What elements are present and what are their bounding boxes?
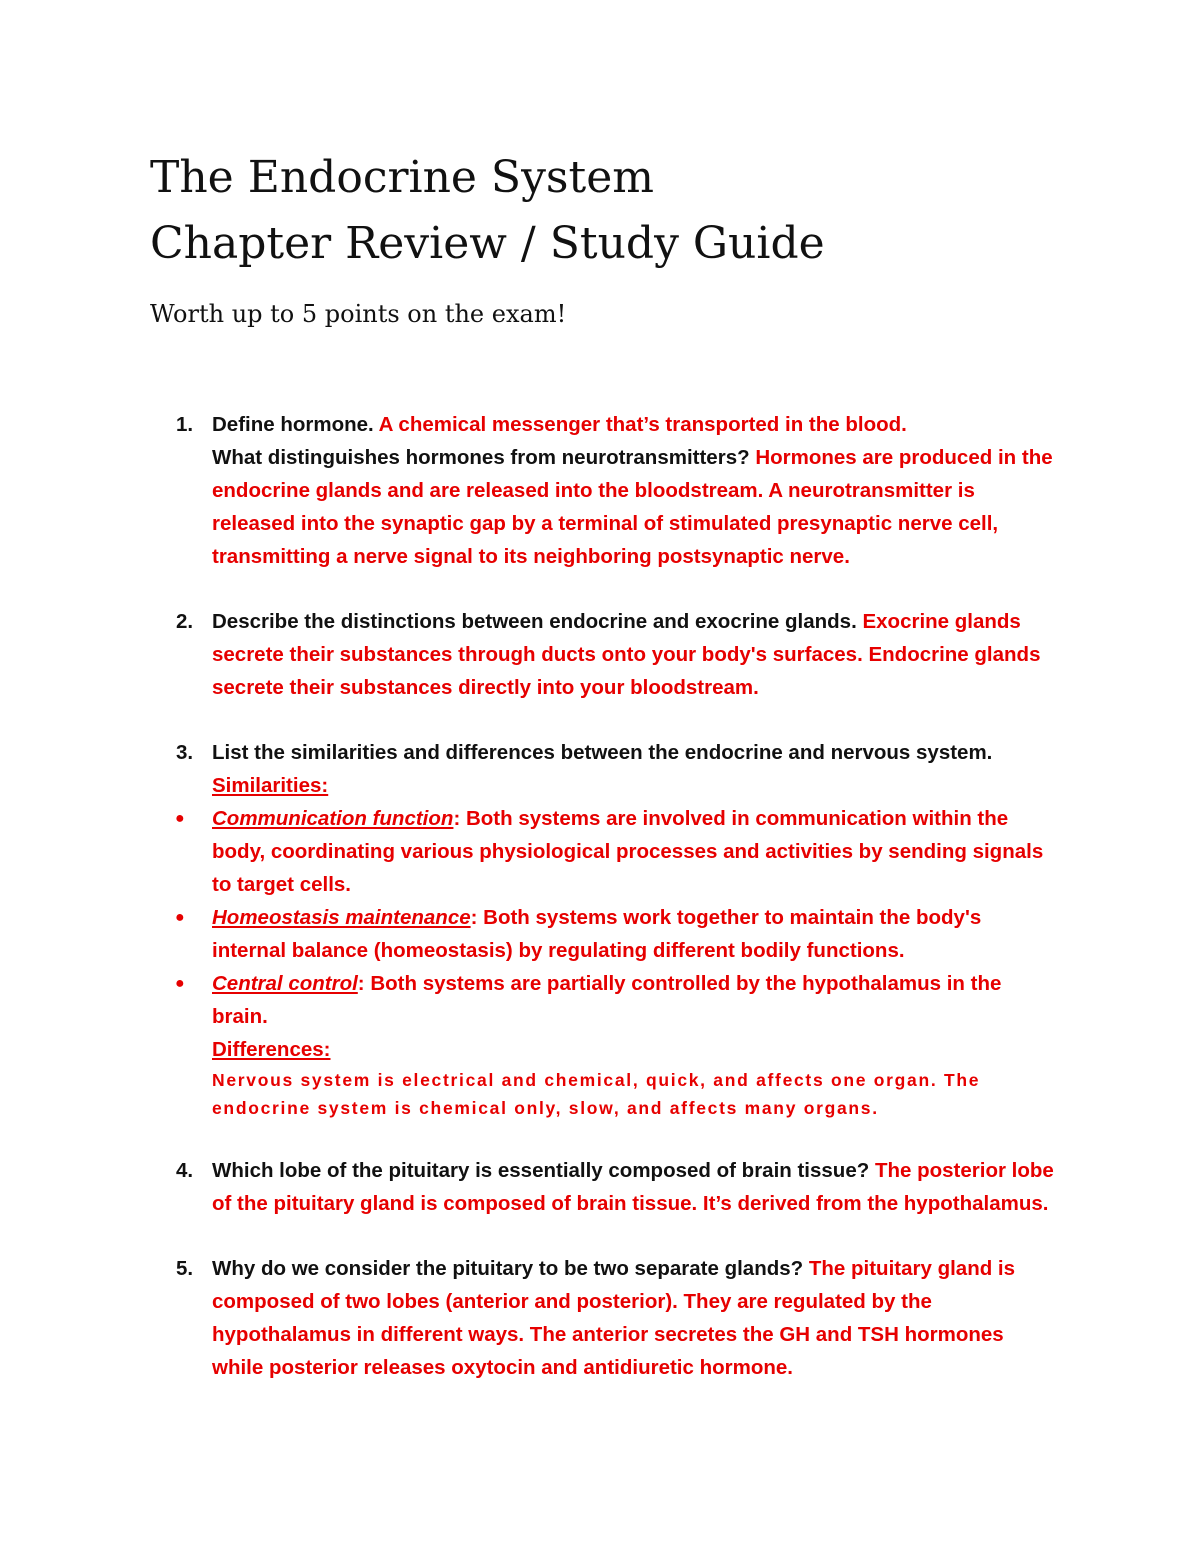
question-number: 1.: [176, 413, 194, 436]
question-number: 5.: [176, 1257, 194, 1280]
question-1: [0, 408, 1200, 573]
differences-text: Nervous system is electrical and chemical, quick, and affects one organ. The endocrine system is chemical only, slow, and affects many organs.: [212, 1070, 981, 1118]
question-number: 4.: [176, 1159, 194, 1182]
question-prompt: Describe the distinctions between endocrine and exocrine glands.: [212, 610, 863, 633]
bullet-icon: ●: [175, 810, 185, 827]
bullet-icon: ●: [175, 909, 185, 926]
question-5: [0, 1252, 1200, 1384]
bullet-icon: ●: [175, 975, 185, 992]
question-answer-2: Hormones are produced in the endocrine glands and are released into the bloodstream. A neurotransmitter is released into the synaptic gap by a terminal of stimulated presynaptic nerve cell, transmitting a nerve signal to its neighboring postsynaptic nerve.: [212, 446, 1053, 568]
question-prompt: Which lobe of the pituitary is essentially composed of brain tissue?: [212, 1159, 870, 1182]
question-prompt: List the similarities and differences between the endocrine and nervous system.: [212, 741, 993, 764]
differences-heading: Differences:: [212, 1038, 331, 1061]
question-number: 2.: [176, 610, 194, 633]
bullet-text: : Both systems are partially controlled by the hypothalamus in the brain.: [212, 972, 1002, 1028]
bullet-term: Central control: [212, 972, 358, 995]
question-3: [0, 736, 1200, 1122]
bullet-text: : Both systems work together to maintain the body's internal balance (homeostasis) by regulating different bodily functions.: [212, 906, 982, 962]
bullet-homeostasis: [175, 901, 1060, 967]
spacer: [0, 1220, 1200, 1252]
bullet-central-control: [175, 967, 1060, 1033]
question-2: [0, 605, 1200, 704]
spacer: [0, 1122, 1200, 1154]
bullet-term: Homeostasis maintenance: [212, 906, 471, 929]
question-list: [0, 408, 1200, 1384]
bullet-communication: [175, 802, 1060, 901]
spacer: [0, 704, 1200, 736]
question-4: [0, 1154, 1200, 1220]
bullet-text: : Both systems are involved in communication within the body, coordinating various physiological processes and activities by sending signals to target cells.: [212, 807, 1044, 896]
question-prompt-2: What distinguishes hormones from neurotransmitters?: [212, 446, 750, 469]
question-answer: The pituitary gland is composed of two lobes (anterior and posterior). They are regulated by the hypothalamus in different ways. The anterior secretes the GH and TSH hormones while posterior releases oxytocin and antidiuretic hormone.: [212, 1257, 1016, 1379]
title-line-1: The Endocrine System: [150, 152, 654, 203]
subtitle: Worth up to 5 points on the exam!: [150, 300, 567, 328]
spacer: [0, 573, 1200, 605]
question-answer: Exocrine glands secrete their substances through ducts onto your body's surfaces. Endocrine glands secrete their substances directly into your bloodstream.: [212, 610, 1041, 699]
question-prompt: Why do we consider the pituitary to be two separate glands?: [212, 1257, 804, 1280]
question-prompt: Define hormone.: [212, 413, 374, 436]
question-answer: A chemical messenger that’s transported in the blood.: [373, 413, 907, 436]
bullet-term: Communication function: [212, 807, 454, 830]
question-answer: The posterior lobe of the pituitary gland is composed of brain tissue. It’s derived from the hypothalamus.: [212, 1159, 1054, 1215]
similarities-heading: Similarities:: [212, 774, 329, 797]
title-line-2: Chapter Review / Study Guide: [150, 218, 825, 269]
question-number: 3.: [176, 741, 194, 764]
